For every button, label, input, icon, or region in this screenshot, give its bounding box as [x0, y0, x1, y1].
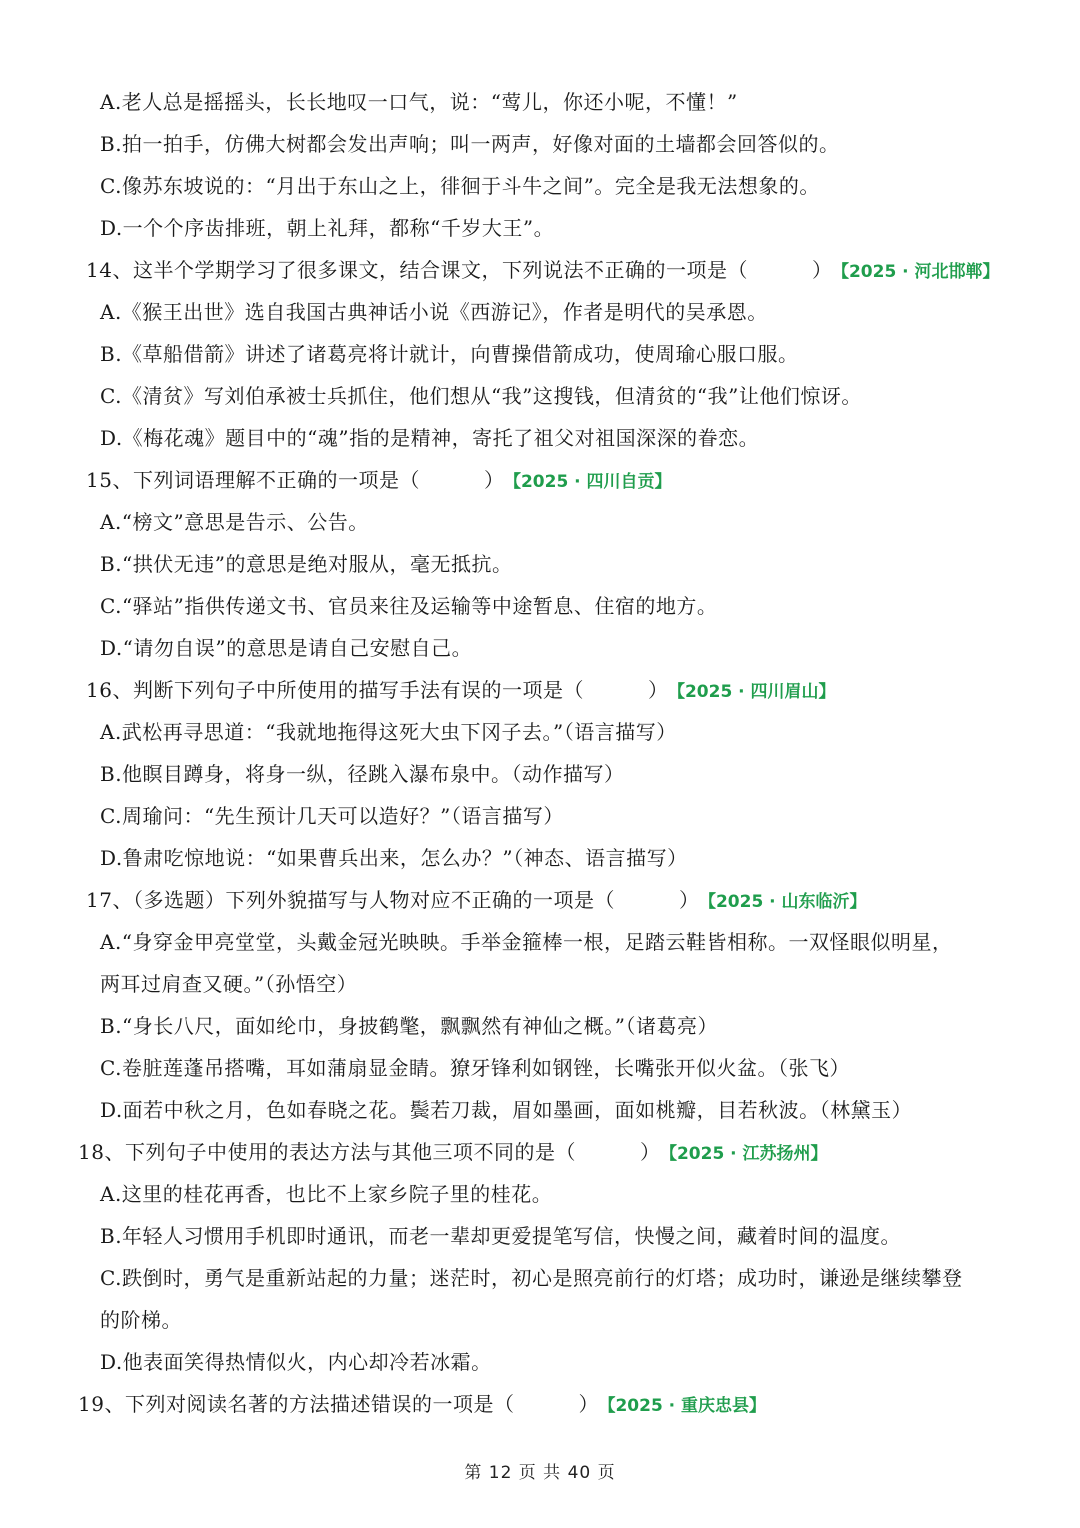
q18-option-c: C.跌倒时，勇气是重新站起的力量；迷茫时，初心是照亮前行的灯塔；成功时，谦逊是继续攀登: [100, 1266, 963, 1290]
q19-stem-text: 19、下列对阅读名著的方法描述错误的一项是（: [78, 1392, 515, 1416]
q14-option-c: C.《清贫》写刘伯承被士兵抓住，他们想从“我”这搜钱，但清贫的“我”让他们惊讶。: [100, 384, 862, 408]
q13-option-a: A.老人总是摇摇头，长长地叹一口气，说：“莺儿，你还小呢，不懂！”: [100, 90, 738, 114]
q19-stem: [78, 1390, 766, 1420]
q15-source-tag: 【2025 · 四川自贡】: [512, 472, 672, 492]
q16-option-a: A.武松再寻思道：“我就地拖得这死大虫下冈子去。”（语言描写）: [100, 720, 677, 744]
q17-option-b: B.“身长八尺，面如纶巾，身披鹤氅，飘飘然有神仙之概。”（诸葛亮）: [100, 1014, 719, 1038]
q14-option-b: B.《草船借箭》讲述了诸葛亮将计就计，向曹操借箭成功，使周瑜心服口服。: [100, 342, 799, 366]
q16-option-d: D.鲁肃吃惊地说：“如果曹兵出来，怎么办？”（神态、语言描写）: [100, 846, 688, 870]
q17-option-c: C.卷脏莲蓬吊搭嘴，耳如蒲扇显金睛。獠牙锋利如钢锉，长嘴张开似火盆。（张飞）: [100, 1056, 850, 1080]
q19-close-paren: ）: [578, 1392, 599, 1416]
q17-close-paren: ）: [678, 888, 700, 912]
q15-close-paren: ）: [483, 468, 505, 492]
q14-option-d: D.《梅花魂》题目中的“魂”指的是精神，寄托了祖父对祖国深深的眷恋。: [100, 426, 760, 450]
q18-option-d: D.他表面笑得热情似火，内心却冷若冰霜。: [100, 1350, 492, 1374]
q17-option-a-continued: 两耳过肩查又硬。”（孙悟空）: [100, 972, 358, 996]
q13-option-c: C.像苏东坡说的：“月出于东山之上，徘徊于斗牛之间”。完全是我无法想象的。: [100, 174, 820, 198]
q18-stem: [78, 1138, 828, 1168]
q14-close-paren: ）: [811, 258, 833, 282]
q18-option-a: A.这里的桂花再香，也比不上家乡院子里的桂花。: [100, 1182, 553, 1206]
q18-option-c-continued: 的阶梯。: [100, 1308, 182, 1332]
q15-option-a: A.“榜文”意思是告示、公告。: [100, 510, 369, 534]
q18-stem-text: 18、下列句子中使用的表达方法与其他三项不同的是（: [78, 1140, 576, 1164]
q14-source-tag: 【2025 · 河北邯郸】: [840, 262, 1000, 282]
q16-option-b: B.他瞑目蹲身，将身一纵，径跳入瀑布泉中。（动作描写）: [100, 762, 625, 786]
q15-stem-text: 15、下列词语理解不正确的一项是（: [86, 468, 420, 492]
q14-stem-text: 14、这半个学期学习了很多课文，结合课文，下列说法不正确的一项是（: [86, 258, 748, 282]
q17-stem: [86, 886, 867, 916]
q18-source-tag: 【2025 · 江苏扬州】: [668, 1144, 828, 1164]
q16-source-tag: 【2025 · 四川眉山】: [676, 682, 836, 702]
q15-option-b: B.“拱伏无违”的意思是绝对服从，毫无抵抗。: [100, 552, 513, 576]
q17-stem-text: 17、（多选题）下列外貌描写与人物对应不正确的一项是（: [86, 888, 615, 912]
q16-stem-text: 16、判断下列句子中所使用的描写手法有误的一项是（: [86, 678, 584, 702]
q14-stem: [86, 256, 1000, 286]
q13-option-b: B.拍一拍手，仿佛大树都会发出声响；叫一两声，好像对面的土墙都会回答似的。: [100, 132, 840, 156]
page-number-footer: 第 12 页 共 40 页: [464, 1463, 616, 1483]
q15-option-c: C.“驿站”指供传递文书、官员来往及运输等中途暂息、住宿的地方。: [100, 594, 718, 618]
q16-stem: [86, 676, 836, 706]
q18-option-b: B.年轻人习惯用手机即时通讯，而老一辈却更爱提笔写信，快慢之间，藏着时间的温度。: [100, 1224, 902, 1248]
q14-option-a: A.《猴王出世》选自我国古典神话小说《西游记》，作者是明代的吴承恩。: [100, 300, 768, 324]
q16-option-c: C.周瑜问：“先生预计几天可以造好？”（语言描写）: [100, 804, 564, 828]
q15-option-d: D.“请勿自误”的意思是请自己安慰自己。: [100, 636, 473, 660]
q19-source-tag: 【2025 · 重庆忠县】: [606, 1396, 767, 1416]
q16-close-paren: ）: [647, 678, 669, 702]
q13-option-d: D.一个个序齿排班，朝上礼拜，都称“千岁大王”。: [100, 216, 555, 240]
q15-stem: [86, 466, 672, 496]
q17-option-a: A.“身穿金甲亮堂堂，头戴金冠光映映。手举金箍棒一根，足踏云鞋皆相称。一双怪眼似明星，: [100, 930, 953, 954]
q18-close-paren: ）: [639, 1140, 661, 1164]
q17-source-tag: 【2025 · 山东临沂】: [707, 892, 867, 912]
q17-option-d: D.面若中秋之月，色如春晓之花。鬓若刀裁，眉如墨画，面如桃瓣，目若秋波。（林黛玉）: [100, 1098, 913, 1122]
